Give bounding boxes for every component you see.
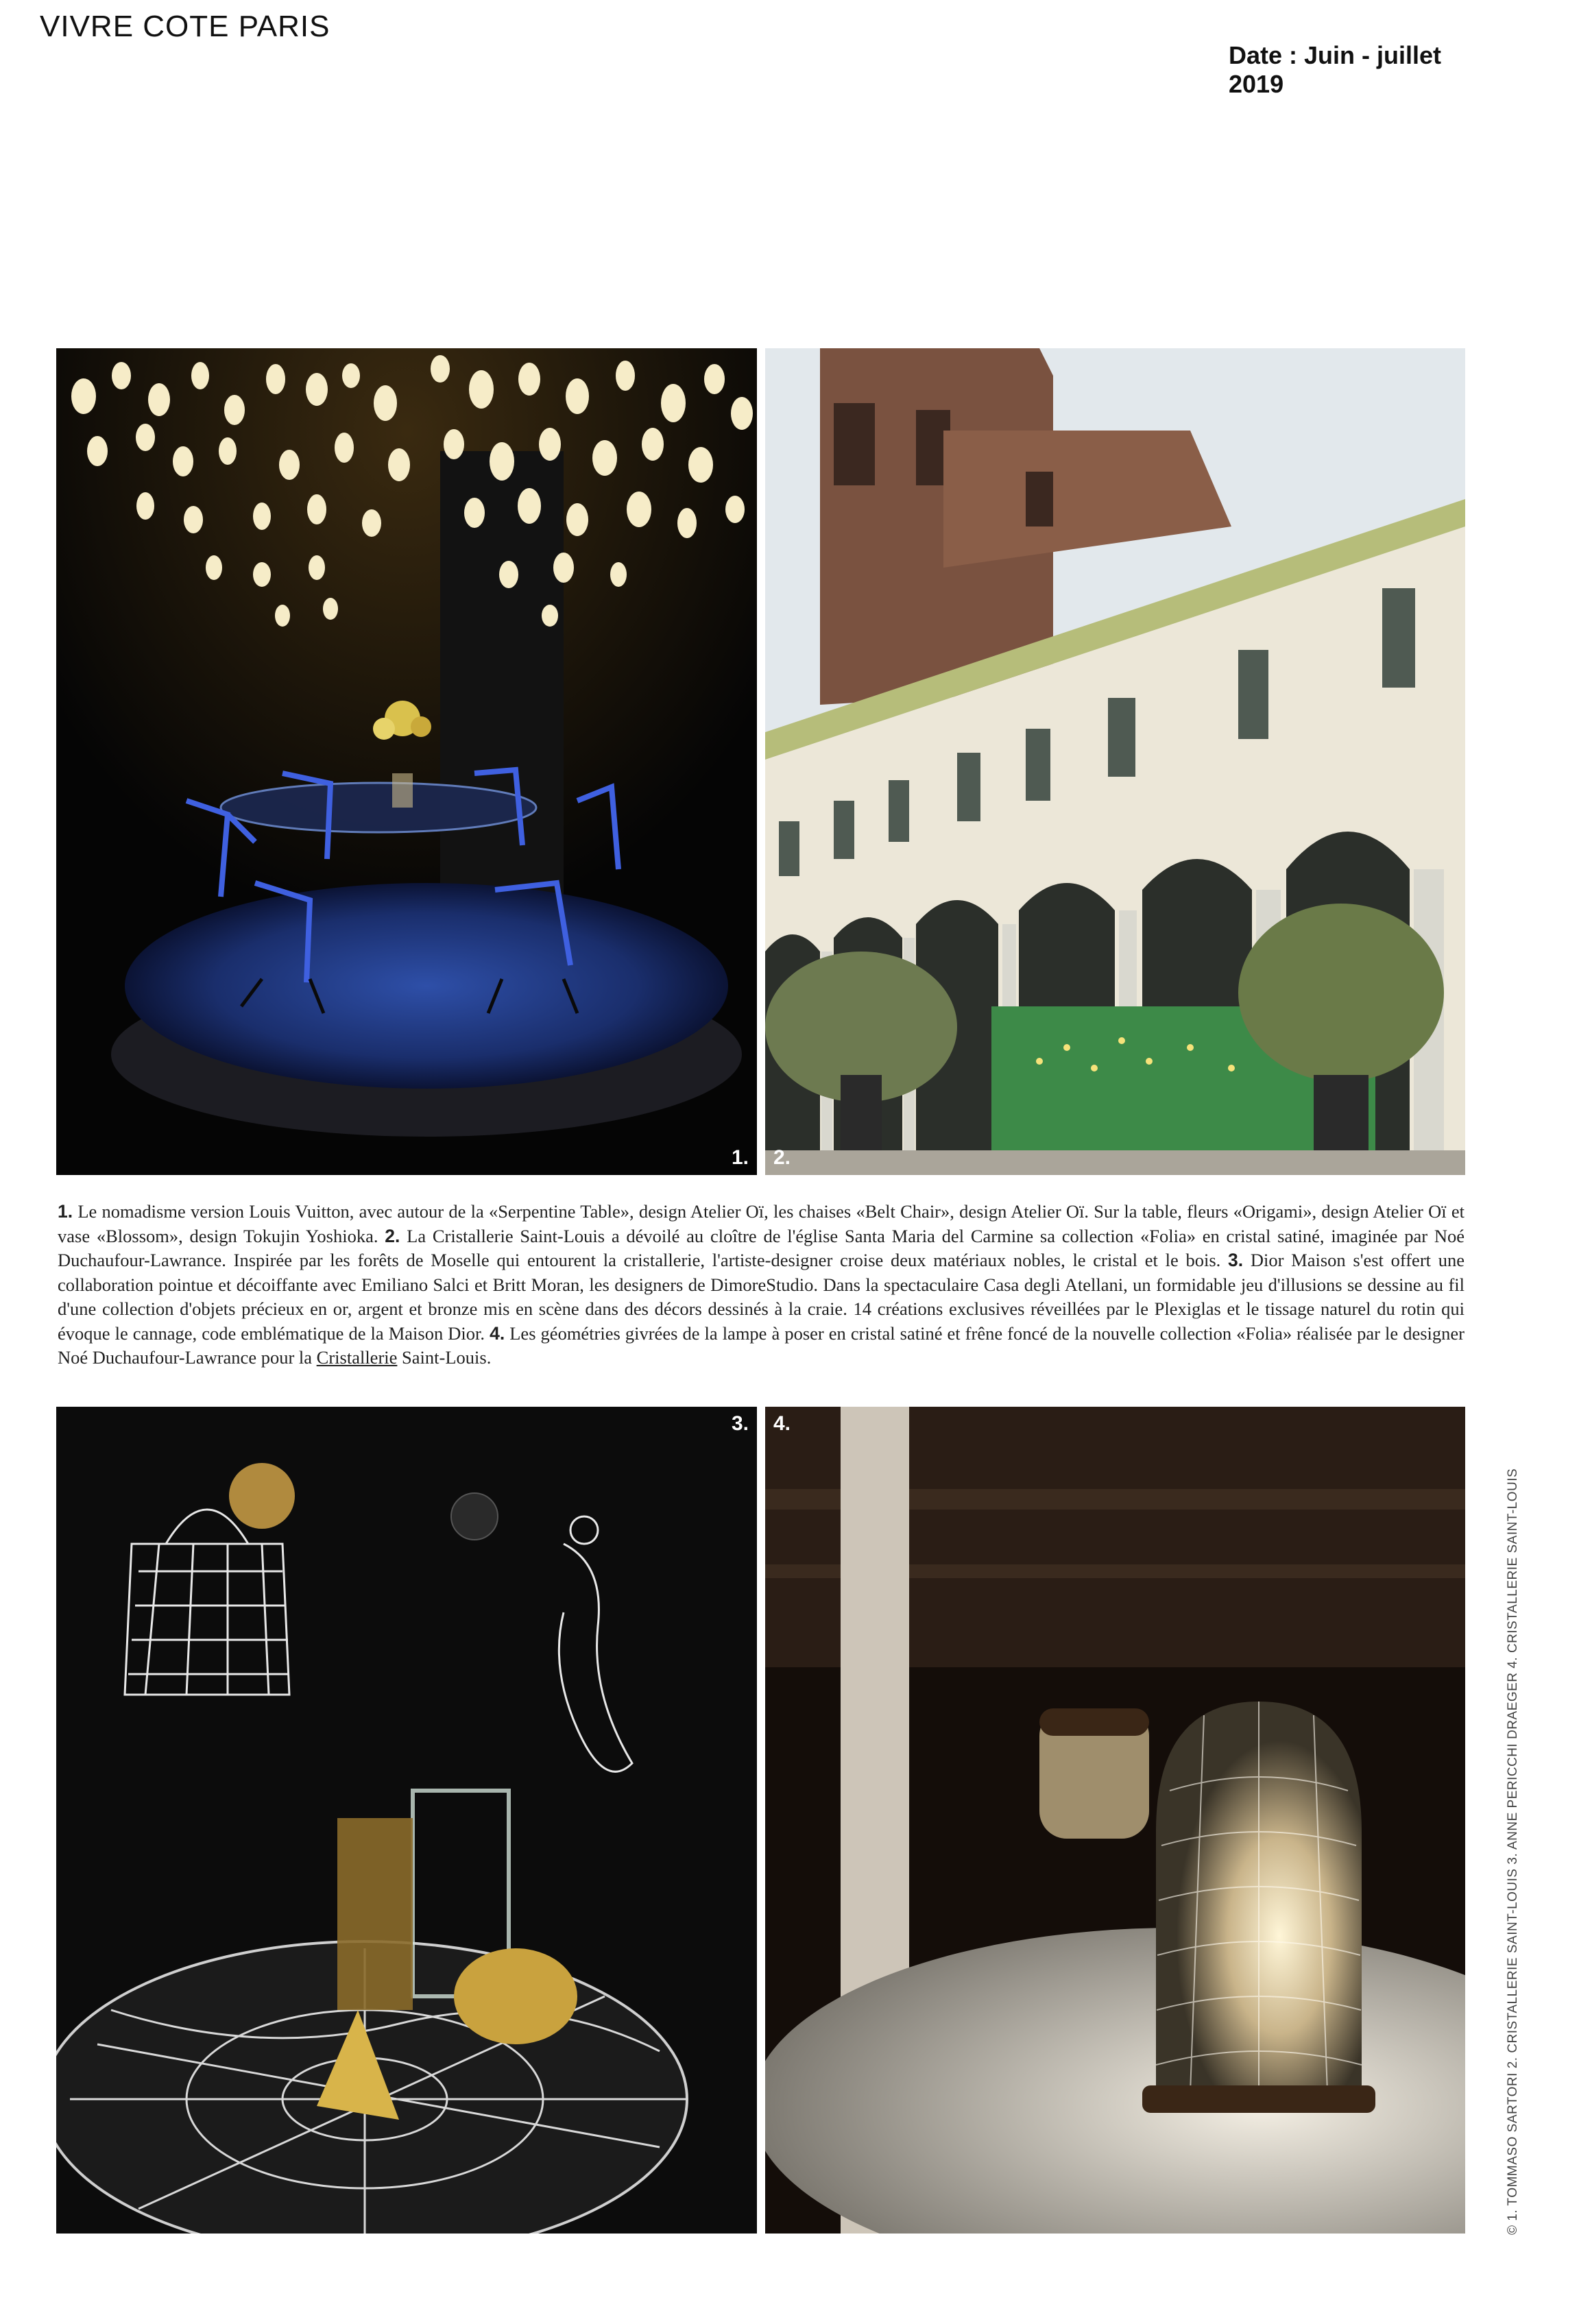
photo-2-illustration: [765, 348, 1465, 1175]
issue-date: [1229, 41, 1441, 99]
photo-folia-crystal-lamp: [765, 1407, 1465, 2234]
caption-number-3: 3.: [1228, 1250, 1244, 1270]
photo-captions: [58, 1200, 1465, 1370]
photo-louis-vuitton-installation: [56, 348, 757, 1175]
caption-text-4-end: Saint-Louis.: [397, 1347, 492, 1368]
caption-link-cristallerie: Cristallerie: [316, 1347, 398, 1368]
issue-date-line-2: 2019: [1229, 70, 1284, 98]
photo-number-1: 1.: [731, 1146, 749, 1169]
photo-number-2: 2.: [773, 1146, 791, 1169]
caption-text-4: Les géométries givrées de la lampe à poser en cristal satiné et frêne foncé de la nouvelle collection «Folia» réalisée par le designer Noé Duchaufour-Lawrance pour la: [58, 1322, 1465, 1368]
photo-1-illustration: [56, 348, 757, 1175]
photo-3-illustration: [56, 1407, 757, 2234]
caption-text-3: Dior Maison s'est offert une collaboration pointue et décoiffante avec Emiliano Salci et Britt Moran, les designers de DimoreStudio. Dans la spectaculaire Casa degli Atellani, un formidable jeu d'illusions se dessine au fil d'une collection d'objets précieux en or, argent et bronze mis en scène dans des décors dessinés à la craie. 14 créations exclusives réveillées par le Plexiglas et le tissage naturel du rotin qui évoque le cannage, code emblématique de la Maison Dior.: [58, 1250, 1465, 1344]
caption-number-1: 1.: [58, 1201, 73, 1222]
photo-number-3: 3.: [731, 1412, 749, 1435]
photo-4-illustration: [765, 1407, 1465, 2234]
photo-dior-maison-installation: [56, 1407, 757, 2234]
caption-number-2: 2.: [385, 1225, 400, 1246]
photo-number-4: 4.: [773, 1412, 791, 1435]
publication-name: VIVRE COTE PARIS: [40, 10, 330, 43]
photo-credits: © 1. TOMMASO SARTORI 2. CRISTALLERIE SAINT-LOUIS 3. ANNE PERICCHI DRAEGER 4. CRISTALLERIE SAINT-LOUIS: [1506, 1468, 1520, 2235]
issue-date-line-1: Date : Juin - juillet: [1229, 41, 1442, 69]
photo-cloister-santa-maria-del-carmine: [765, 348, 1465, 1175]
caption-text-2: La Cristallerie Saint-Louis a dévoilé au cloître de l'église Santa Maria del Carmine sa collection «Folia» en cristal satiné, imaginée par Noé Duchaufour-Lawrance. Inspirée par les forêts de Moselle qui entourent la cristallerie, l'artiste-designer croise deux matériaux nobles, le cristal et le bois.: [58, 1225, 1465, 1270]
caption-number-4: 4.: [490, 1322, 505, 1344]
caption-text-1: Le nomadisme version Louis Vuitton, avec autour de la «Serpentine Table», design Atelier Oï, les chaises «Belt Chair», design Atelier Oï. Sur la table, fleurs «Origami», design Atelier Oï et vase «Blossom», design Tokujin Yoshioka.: [58, 1201, 1465, 1246]
